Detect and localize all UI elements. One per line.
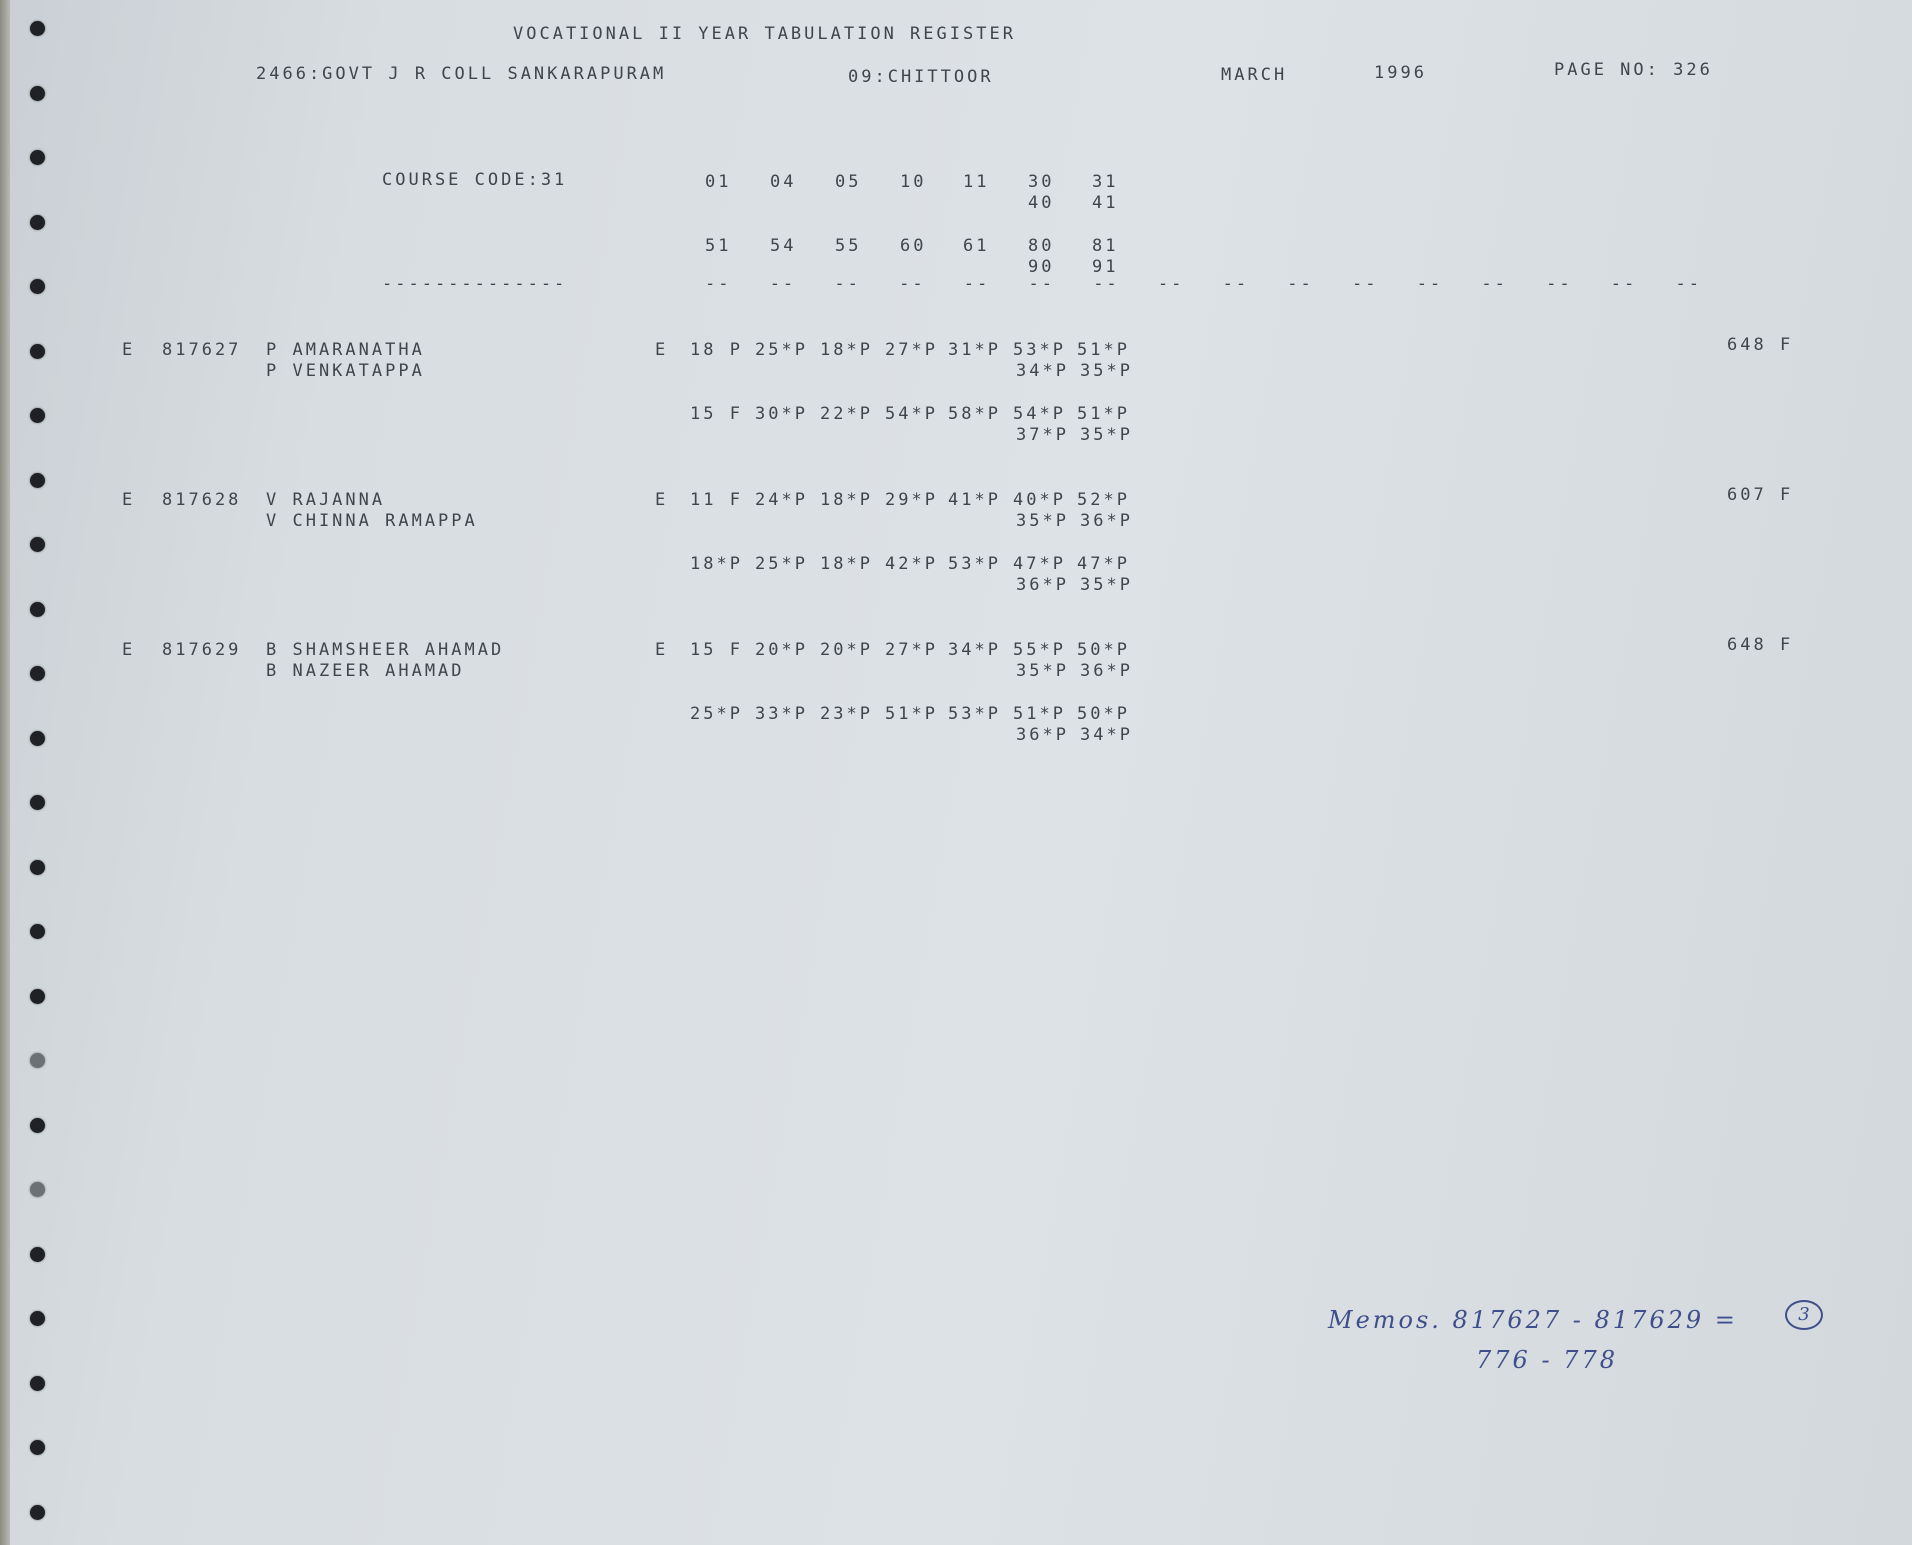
mark-cell: 51*P	[885, 704, 938, 724]
mark-cell: 47*P	[1013, 554, 1066, 574]
father-name: V CHINNA RAMAPPA	[266, 511, 478, 531]
register-title: VOCATIONAL II YEAR TABULATION REGISTER	[513, 24, 1016, 44]
column-separator: --	[1416, 274, 1444, 294]
sprocket-hole	[30, 408, 45, 423]
sprocket-hole	[30, 537, 45, 552]
subject-code: 55	[835, 236, 862, 256]
sprocket-hole	[30, 1182, 45, 1197]
mark-cell: 55*P	[1013, 640, 1066, 660]
sprocket-hole	[30, 1053, 45, 1068]
column-separator: --	[1157, 274, 1185, 294]
mark-cell: 18*P	[820, 340, 873, 360]
student-name: B SHAMSHEER AHAMAD	[266, 640, 505, 660]
sprocket-hole	[30, 86, 45, 101]
mark-cell: 15 F	[690, 404, 743, 424]
column-separator: --	[1287, 274, 1314, 294]
mark-cell: 58*P	[948, 404, 1001, 424]
column-separator: --	[899, 274, 926, 294]
sprocket-hole	[30, 795, 45, 810]
student-type: E	[122, 490, 136, 510]
student-name: P AMARANATHA	[266, 340, 425, 360]
mark-cell: 24*P	[755, 490, 808, 510]
father-name: B NAZEER AHAMAD	[266, 661, 465, 681]
mark-cell: 20*P	[755, 640, 808, 660]
column-separator: --	[1093, 274, 1120, 294]
column-separator: --	[705, 274, 732, 294]
mark-cell: 47*P	[1077, 554, 1130, 574]
mark-cell: 36*P	[1016, 575, 1069, 595]
subject-code: 60	[900, 236, 927, 256]
district-name: 09:CHITTOOR	[848, 67, 994, 87]
subject-code: 11	[963, 172, 990, 192]
mark-cell: 34*P	[1016, 361, 1069, 381]
sprocket-hole	[30, 989, 45, 1004]
handwritten-circled-count: 3	[1785, 1300, 1823, 1330]
mark-cell: 25*P	[755, 554, 808, 574]
college-name: 2466:GOVT J R COLL SANKARAPURAM	[256, 64, 667, 84]
mark-cell: 31*P	[948, 340, 1001, 360]
exam-type: E	[655, 490, 669, 510]
subject-code: 81	[1092, 236, 1119, 256]
mark-cell: 18*P	[690, 554, 743, 574]
sprocket-hole	[30, 344, 45, 359]
subject-code: 40	[1028, 193, 1055, 213]
mark-cell: 35*P	[1080, 575, 1133, 595]
roll-number: 817629	[162, 640, 242, 660]
subject-code: 04	[770, 172, 797, 192]
mark-cell: 18*P	[820, 490, 873, 510]
total-marks-result: 648 F	[1727, 335, 1794, 355]
mark-cell: 50*P	[1077, 640, 1130, 660]
father-name: P VENKATAPPA	[266, 361, 425, 381]
column-separator: --	[1610, 274, 1638, 294]
handwritten-memo-range: 776 - 778	[1476, 1346, 1618, 1374]
roll-number: 817627	[162, 340, 242, 360]
mark-cell: 51*P	[1013, 704, 1066, 724]
subject-code: 10	[900, 172, 927, 192]
column-separator: --	[1222, 274, 1250, 294]
subject-code: 05	[835, 172, 862, 192]
mark-cell: 15 F	[690, 640, 743, 660]
column-separator: --	[1546, 274, 1573, 294]
exam-month: MARCH	[1221, 65, 1288, 85]
mark-cell: 18 P	[690, 340, 743, 360]
column-separator: --	[1028, 274, 1055, 294]
subject-code: 51	[705, 236, 732, 256]
sprocket-hole	[30, 473, 45, 488]
subject-code: 30	[1028, 172, 1055, 192]
mark-cell: 33*P	[755, 704, 808, 724]
sprocket-hole	[30, 1376, 45, 1391]
sprocket-hole	[30, 924, 45, 939]
mark-cell: 34*P	[948, 640, 1001, 660]
mark-cell: 53*P	[948, 554, 1001, 574]
sprocket-hole	[30, 860, 45, 875]
mark-cell: 36*P	[1016, 725, 1069, 745]
total-marks-result: 607 F	[1727, 485, 1794, 505]
sprocket-hole	[30, 21, 45, 36]
total-marks-result: 648 F	[1727, 635, 1794, 655]
column-separator: --	[834, 274, 861, 294]
subject-code: 80	[1028, 236, 1055, 256]
mark-cell: 54*P	[1013, 404, 1066, 424]
mark-cell: 35*P	[1016, 661, 1069, 681]
sprocket-hole	[30, 666, 45, 681]
mark-cell: 35*P	[1016, 511, 1069, 531]
mark-cell: 34*P	[1080, 725, 1133, 745]
mark-cell: 54*P	[885, 404, 938, 424]
mark-cell: 51*P	[1077, 404, 1130, 424]
column-separator: --	[963, 274, 991, 294]
subject-code: 01	[705, 172, 732, 192]
exam-type: E	[655, 340, 669, 360]
mark-cell: 42*P	[885, 554, 938, 574]
sprocket-hole	[30, 279, 45, 294]
paper-edge	[0, 0, 10, 1545]
mark-cell: 29*P	[885, 490, 938, 510]
column-separator: --	[1675, 274, 1702, 294]
column-separator: --	[769, 274, 797, 294]
mark-cell: 27*P	[885, 640, 938, 660]
course-code: COURSE CODE:31	[382, 170, 568, 190]
subject-code: 41	[1092, 193, 1119, 213]
sprocket-hole	[30, 1247, 45, 1262]
mark-cell: 25*P	[690, 704, 743, 724]
mark-cell: 53*P	[948, 704, 1001, 724]
handwritten-memo-note: Memos. 817627 - 817629 =	[1328, 1306, 1738, 1334]
sprocket-hole	[30, 1440, 45, 1455]
student-name: V RAJANNA	[266, 490, 386, 510]
sprocket-hole	[30, 731, 45, 746]
mark-cell: 36*P	[1080, 511, 1133, 531]
mark-cell: 40*P	[1013, 490, 1066, 510]
mark-cell: 27*P	[885, 340, 938, 360]
sprocket-hole	[30, 602, 45, 617]
mark-cell: 51*P	[1077, 340, 1130, 360]
column-separator: --	[1481, 274, 1508, 294]
sprocket-hole	[30, 150, 45, 165]
sprocket-hole	[30, 1118, 45, 1133]
mark-cell: 41*P	[948, 490, 1001, 510]
sprocket-hole	[30, 215, 45, 230]
mark-cell: 53*P	[1013, 340, 1066, 360]
mark-cell: 23*P	[820, 704, 873, 724]
exam-year: 1996	[1374, 63, 1427, 83]
sprocket-hole	[30, 1505, 45, 1520]
course-code-underline: --------------	[382, 274, 568, 294]
mark-cell: 50*P	[1077, 704, 1130, 724]
subject-code: 91	[1092, 257, 1119, 277]
mark-cell: 18*P	[820, 554, 873, 574]
student-type: E	[122, 640, 136, 660]
page-number: PAGE NO: 326	[1554, 60, 1713, 80]
student-type: E	[122, 340, 136, 360]
sprocket-hole	[30, 1311, 45, 1326]
mark-cell: 25*P	[755, 340, 808, 360]
subject-code: 61	[963, 236, 990, 256]
subject-code: 90	[1028, 257, 1055, 277]
mark-cell: 37*P	[1016, 425, 1069, 445]
mark-cell: 36*P	[1080, 661, 1133, 681]
mark-cell: 35*P	[1080, 425, 1133, 445]
mark-cell: 11 F	[690, 490, 743, 510]
column-separator: --	[1352, 274, 1379, 294]
mark-cell: 20*P	[820, 640, 873, 660]
mark-cell: 35*P	[1080, 361, 1133, 381]
mark-cell: 22*P	[820, 404, 873, 424]
subject-code: 54	[770, 236, 797, 256]
mark-cell: 52*P	[1077, 490, 1130, 510]
mark-cell: 30*P	[755, 404, 808, 424]
exam-type: E	[655, 640, 669, 660]
subject-code: 31	[1092, 172, 1119, 192]
roll-number: 817628	[162, 490, 242, 510]
